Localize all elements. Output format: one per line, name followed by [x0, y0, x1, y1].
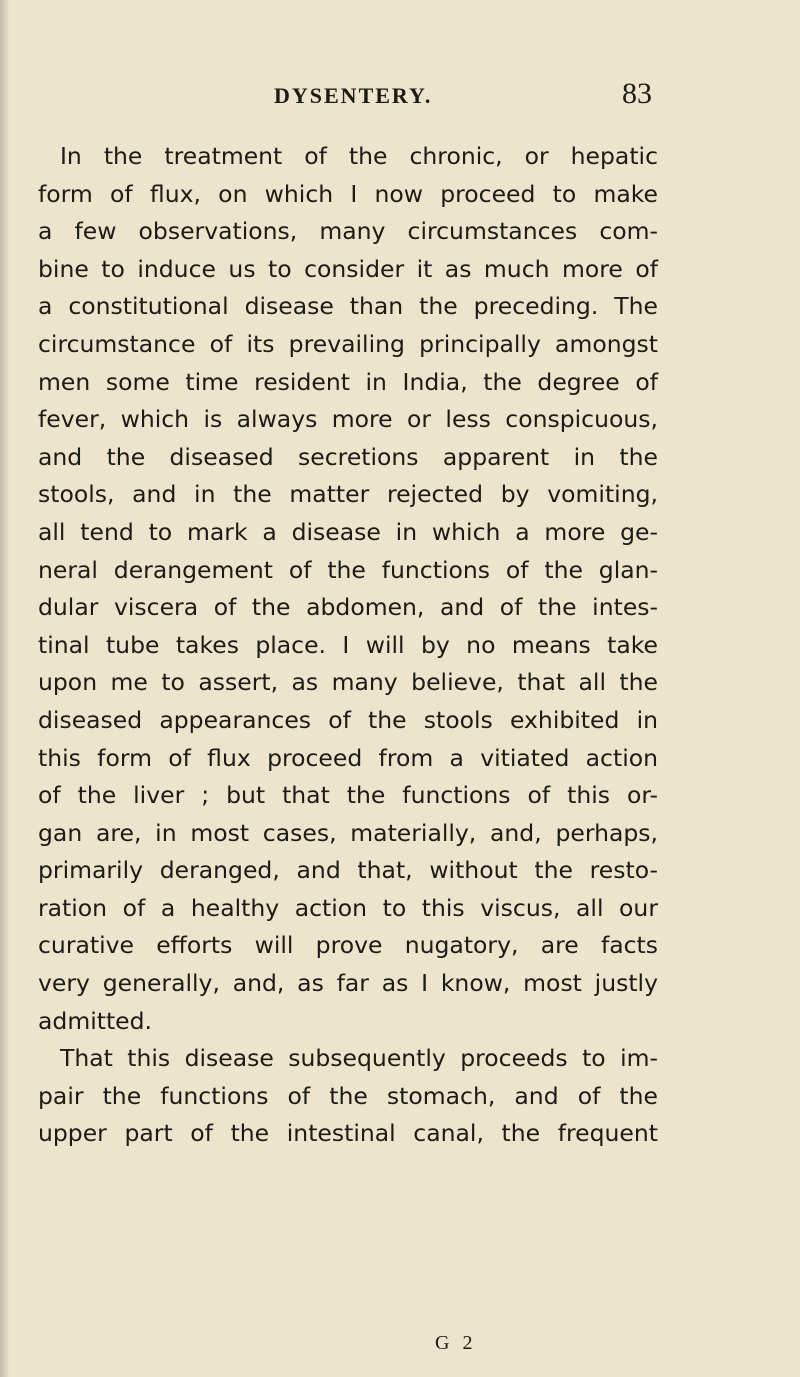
text-line: stools, and in the matter rejected by vomiting,: [38, 480, 658, 509]
text-line: circumstance of its prevailing principally amongst: [38, 329, 658, 358]
text-line: curative efforts will prove nugatory, are facts: [38, 931, 658, 960]
text-line: bine to induce us to consider it as much more of: [38, 254, 658, 283]
text-line: pair the functions of the stomach, and of the: [38, 1081, 658, 1110]
text-line: dular viscera of the abdomen, and of the intes-: [38, 593, 658, 622]
text-line: a few observations, many circumstances com-: [38, 217, 658, 246]
paragraph-1: [38, 138, 658, 1040]
text-line: of the liver ; but that the functions of this or-: [38, 781, 658, 810]
text-line: this form of flux proceed from a vitiated action: [38, 743, 658, 772]
text-line: and the diseased secretions apparent in the: [38, 442, 658, 471]
page-edge-shadow: [0, 0, 10, 1377]
text-line: upper part of the intestinal canal, the frequent: [38, 1119, 658, 1148]
text-line: That this disease subsequently proceeds to im-: [60, 1044, 658, 1073]
text-line: diseased appearances of the stools exhibited in: [38, 705, 658, 734]
text-line: neral derangement of the functions of the glan-: [38, 555, 658, 584]
text-line: gan are, in most cases, materially, and, perhaps,: [38, 818, 658, 847]
text-line: form of flux, on which I now proceed to make: [38, 179, 658, 208]
running-head: DYSENTERY.: [274, 83, 433, 108]
text-line: admitted.: [38, 1006, 153, 1035]
paragraph-2: [38, 1040, 658, 1153]
text-line: ration of a healthy action to this viscus, all our: [38, 893, 658, 922]
page-header: [0, 77, 800, 119]
text-line: tinal tube takes place. I will by no means take: [38, 630, 658, 659]
text-line: very generally, and, as far as I know, most justly: [38, 969, 658, 998]
text-line: all tend to mark a disease in which a more ge-: [38, 517, 658, 546]
text-line: fever, which is always more or less conspicuous,: [38, 405, 658, 434]
text-line: In the treatment of the chronic, or hepatic: [60, 142, 658, 170]
text-line: a constitutional disease than the preceding. The: [38, 292, 658, 321]
page-number: 83: [622, 77, 652, 110]
signature-mark: G 2: [435, 1332, 477, 1354]
text-line: upon me to assert, as many believe, that all the: [38, 668, 658, 697]
text-line: primarily deranged, and that, without the resto-: [38, 856, 658, 885]
text-line: men some time resident in India, the degree of: [38, 367, 658, 396]
body-text: [38, 138, 658, 1153]
